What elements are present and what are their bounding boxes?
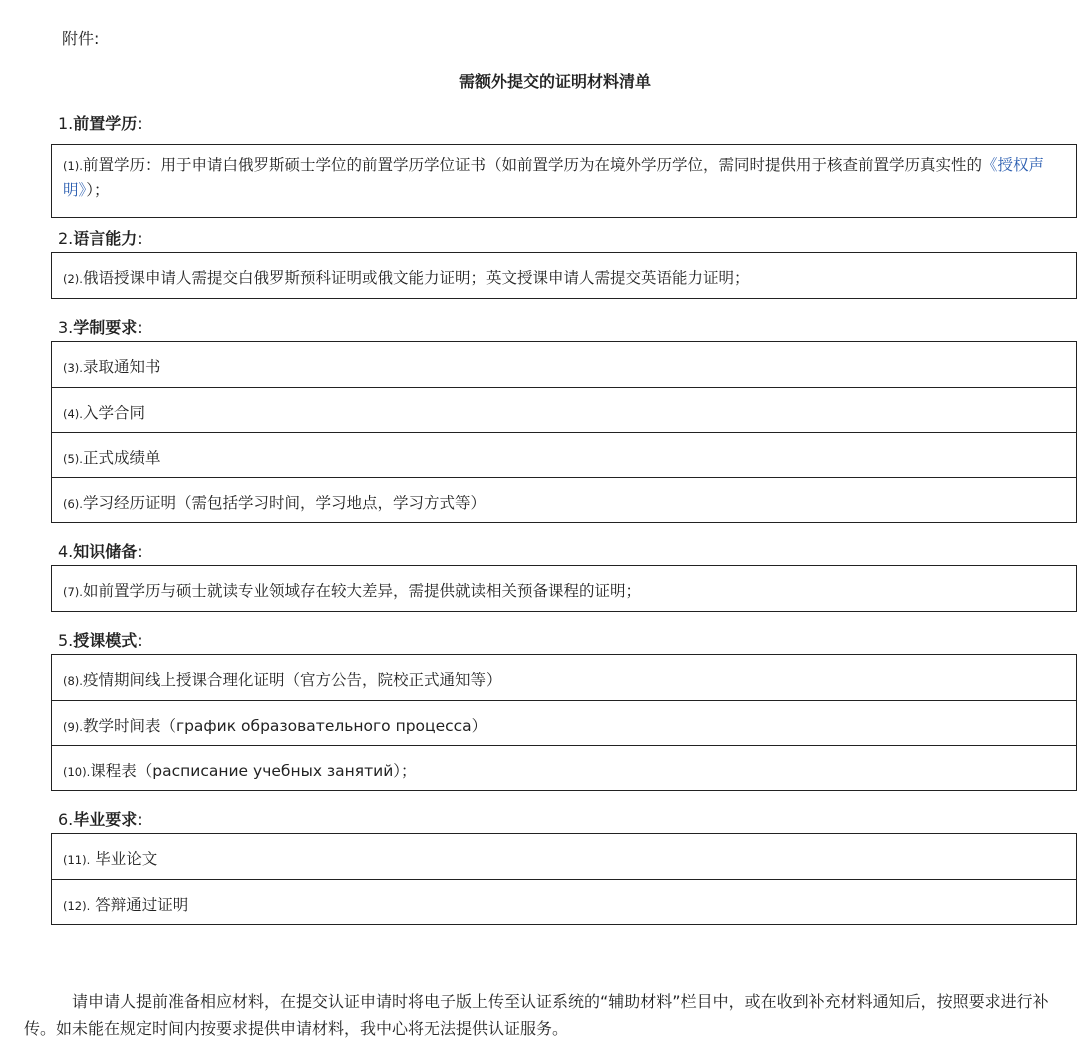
section-label: 前置学历 [73,114,138,133]
section-number: 6. [58,810,74,829]
table-row [52,342,1076,387]
section-number: 3. [58,318,74,337]
section-label: 授课模式 [73,631,138,650]
table-row [52,253,1076,298]
section-heading-prior-education [58,114,143,134]
section-colon: : [137,114,143,133]
table-row [52,566,1076,611]
item-text: 正式成绩单 [82,449,161,467]
item-text: 教学时间表（график образовательного процесса） [82,717,488,735]
table-row [52,655,1076,700]
section-label: 知识储备 [73,542,138,561]
table-row [52,387,1076,432]
item-text: 学习经历证明（需包括学习时间，学习地点，学习方式等） [82,494,486,512]
section-heading-graduation [58,810,143,830]
item-number: (11). [63,853,91,867]
section-colon: : [137,229,143,248]
section-table-language [51,252,1077,299]
item-number: (2). [63,272,83,286]
section-colon: : [137,542,143,561]
section-colon: : [137,810,143,829]
table-row [52,700,1076,745]
item-text: 疫情期间线上授课合理化证明（官方公告，院校正式通知等） [82,671,502,689]
section-heading-teaching-mode [58,631,143,651]
item-number: (9). [63,720,83,734]
footer-note: 请申请人提前准备相应材料，在提交认证申请时将电子版上传至认证系统的“辅助材料”栏目中，或在收到补充材料通知后，按照要求进行补传。如未能在规定时间内按要求提供申请材料，我中心将无法提供认证服务。 [24,992,1049,1038]
table-row [52,879,1076,924]
item-text: 入学合同 [82,404,145,422]
table-row [52,145,1076,217]
item-text: 课程表（расписание учебных занятий）； [90,762,417,780]
section-label: 学制要求 [73,318,138,337]
item-number: (7). [63,585,83,599]
item-number: (6). [63,497,83,511]
section-heading-knowledge [58,542,143,562]
section-number: 2. [58,229,74,248]
section-colon: : [137,318,143,337]
item-text: 录取通知书 [82,358,161,376]
item-text: 俄语授课申请人需提交白俄罗斯预科证明或俄文能力证明；英文授课申请人需提交英语能力证明； [82,269,750,287]
section-label: 语言能力 [73,229,138,248]
item-text: 如前置学历与硕士就读专业领域存在较大差异，需提供就读相关预备课程的证明； [82,582,641,600]
item-number: (12). [63,899,91,913]
item-text: 答辩通过证明 [90,896,189,914]
authorization-statement-link[interactable]: 《授权声明》 [63,156,1044,199]
section-number: 4. [58,542,74,561]
item-number: (3). [63,361,83,375]
table-row [52,477,1076,522]
section-table-academic-system [51,341,1077,523]
section-table-teaching-mode [51,654,1077,791]
item-number: (5). [63,452,83,466]
table-row [52,432,1076,477]
item-text: 毕业论文 [90,850,158,868]
section-colon: : [137,631,143,650]
table-row [52,834,1076,879]
item-number: (4). [63,407,83,421]
item-number: (1). [63,159,83,173]
section-number: 5. [58,631,74,650]
document-title: 需额外提交的证明材料清单 [458,72,651,91]
table-row [52,745,1076,790]
section-table-graduation [51,833,1077,925]
section-label: 毕业要求 [73,810,138,829]
item-number: (10). [63,765,91,779]
item-number: (8). [63,674,83,688]
attachment-label: 附件: [62,29,100,48]
item-text: 前置学历：用于申请白俄罗斯硕士学位的前置学历学位证书（如前置学历为在境外学历学位，需同时提供用于核查前置学历真实性的 [82,156,982,174]
section-table-knowledge [51,565,1077,612]
section-heading-language [58,229,143,249]
section-number: 1. [58,114,74,133]
section-heading-academic-system [58,318,143,338]
item-text-end: ）； [86,181,110,199]
section-table-prior-education [51,144,1077,218]
